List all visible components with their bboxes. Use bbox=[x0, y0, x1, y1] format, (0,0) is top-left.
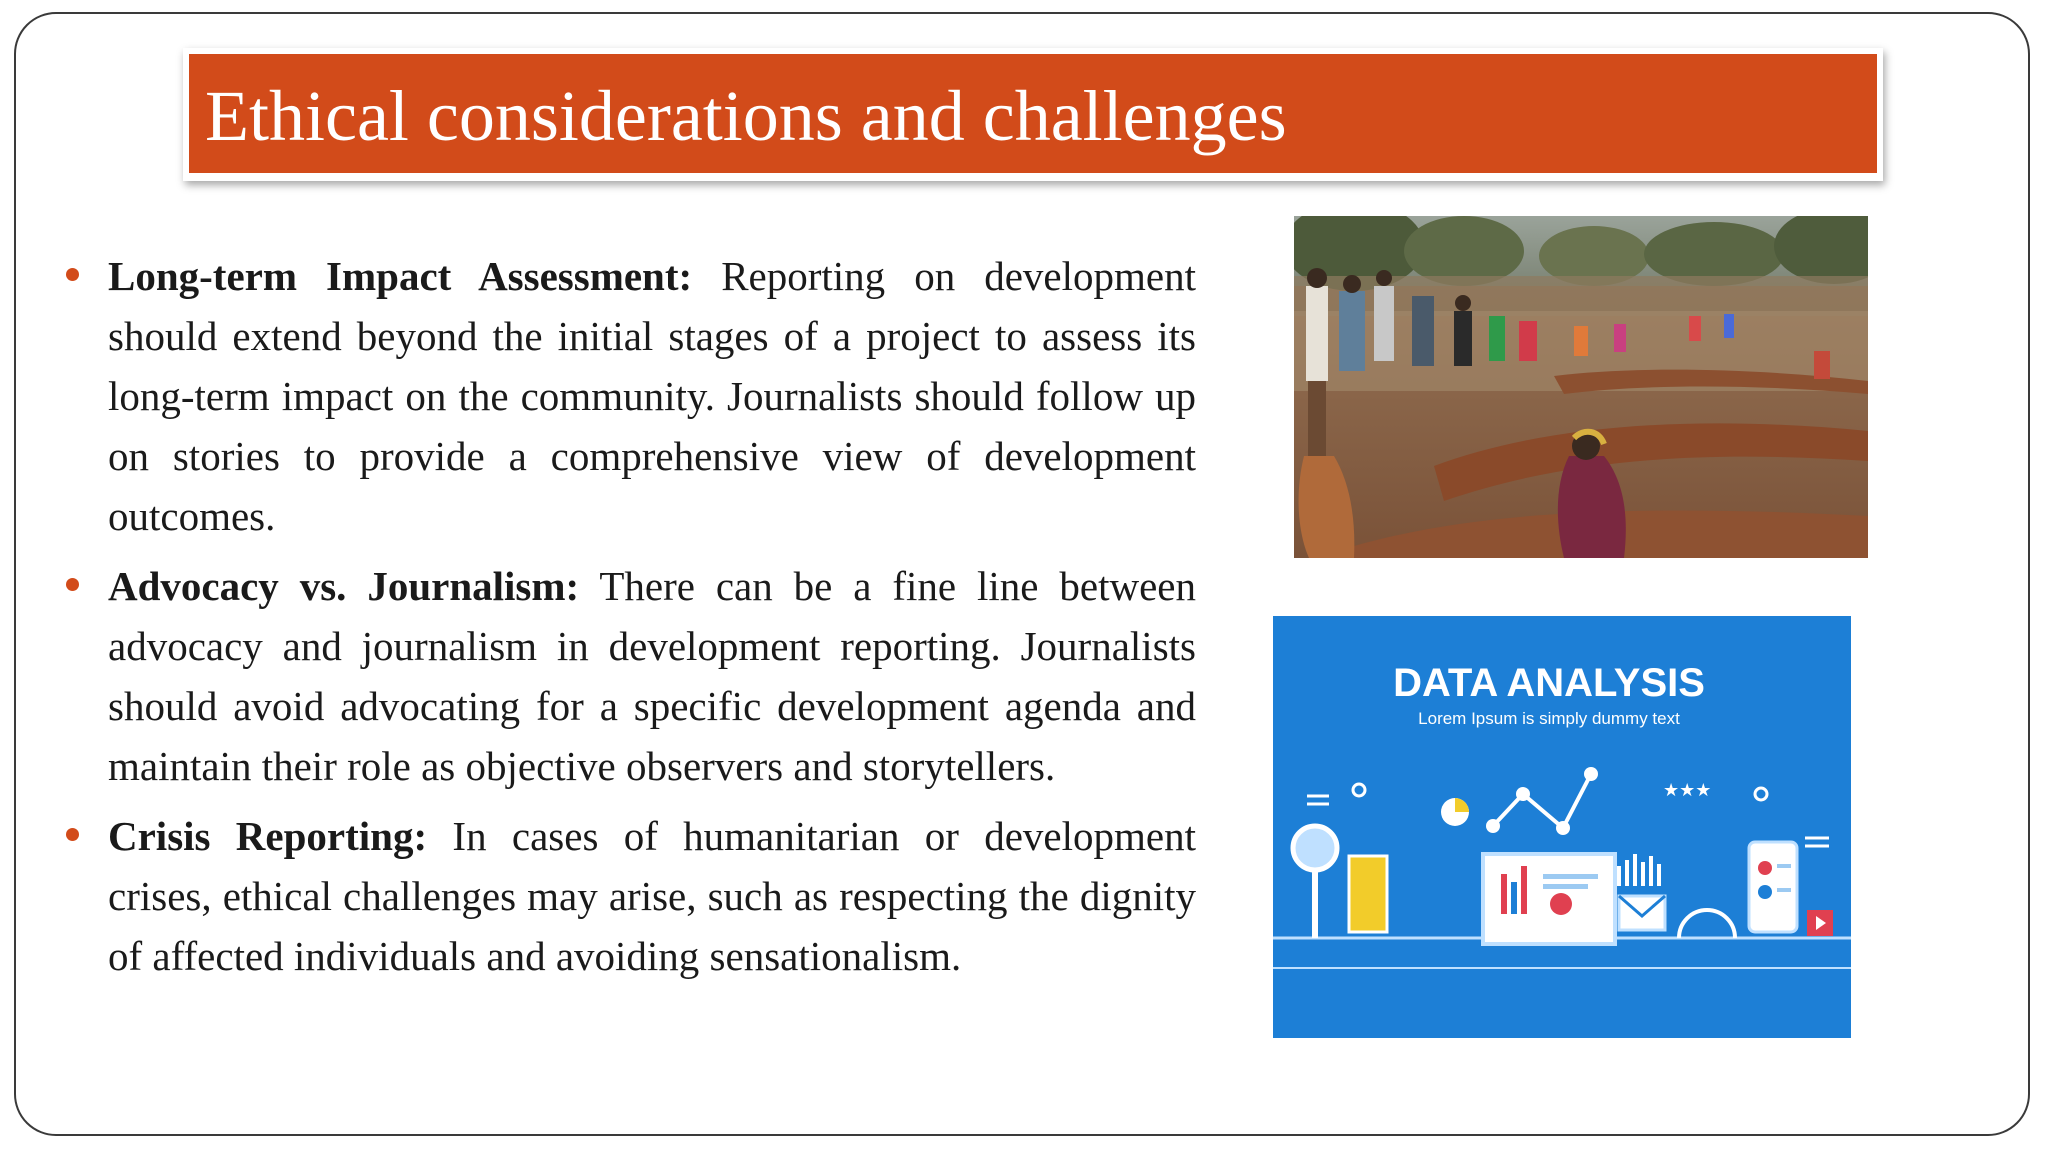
bullet-heading: Crisis Reporting: bbox=[108, 813, 428, 859]
infographic-subheading: Lorem Ipsum is simply dummy text bbox=[1418, 709, 1680, 728]
bullet-body: There can be a fine line between advocacy and journalism in development reporting. Journalists should avoid advocating for a specific development agenda and maintain their role as objective observers and storytellers. bbox=[108, 563, 1197, 789]
bullet-body: In cases of humanitarian or development crises, ethical challenges may arise, such as respecting the dignity of affected individuals and avoiding sensationalism. bbox=[108, 813, 1197, 979]
stars-icon: ★★★ bbox=[1663, 780, 1712, 801]
bullet-dot-icon bbox=[66, 268, 79, 281]
data-analysis-graphic bbox=[1273, 616, 1851, 1038]
bullet-heading: Advocacy vs. Journalism: bbox=[108, 563, 580, 609]
field-workers-photo bbox=[1294, 216, 1868, 558]
bullet-item bbox=[60, 806, 1196, 986]
bullet-dot-icon bbox=[66, 578, 79, 591]
bullet-item bbox=[60, 246, 1196, 546]
data-analysis-infographic bbox=[1273, 616, 1851, 1038]
bullet-list bbox=[60, 246, 1196, 996]
bullet-dot-icon bbox=[66, 828, 79, 841]
bullet-body: Reporting on development should extend beyond the initial stages of a project to assess its long-term impact on the community. Journalists should follow up on stories to provide a comprehensive view of development outcomes. bbox=[108, 253, 1196, 539]
document-icon bbox=[1349, 856, 1387, 932]
title-fill bbox=[189, 54, 1877, 173]
bullet-heading: Long-term Impact Assessment: bbox=[108, 253, 693, 299]
title-banner bbox=[183, 48, 1883, 181]
infographic-heading: DATA ANALYSIS bbox=[1393, 661, 1705, 705]
bullet-item bbox=[60, 556, 1196, 796]
field-workers-illustration bbox=[1294, 216, 1868, 558]
slide-title: Ethical considerations and challenges bbox=[205, 76, 1287, 156]
monitor-icon bbox=[1483, 854, 1615, 944]
phone-icon bbox=[1749, 842, 1797, 932]
